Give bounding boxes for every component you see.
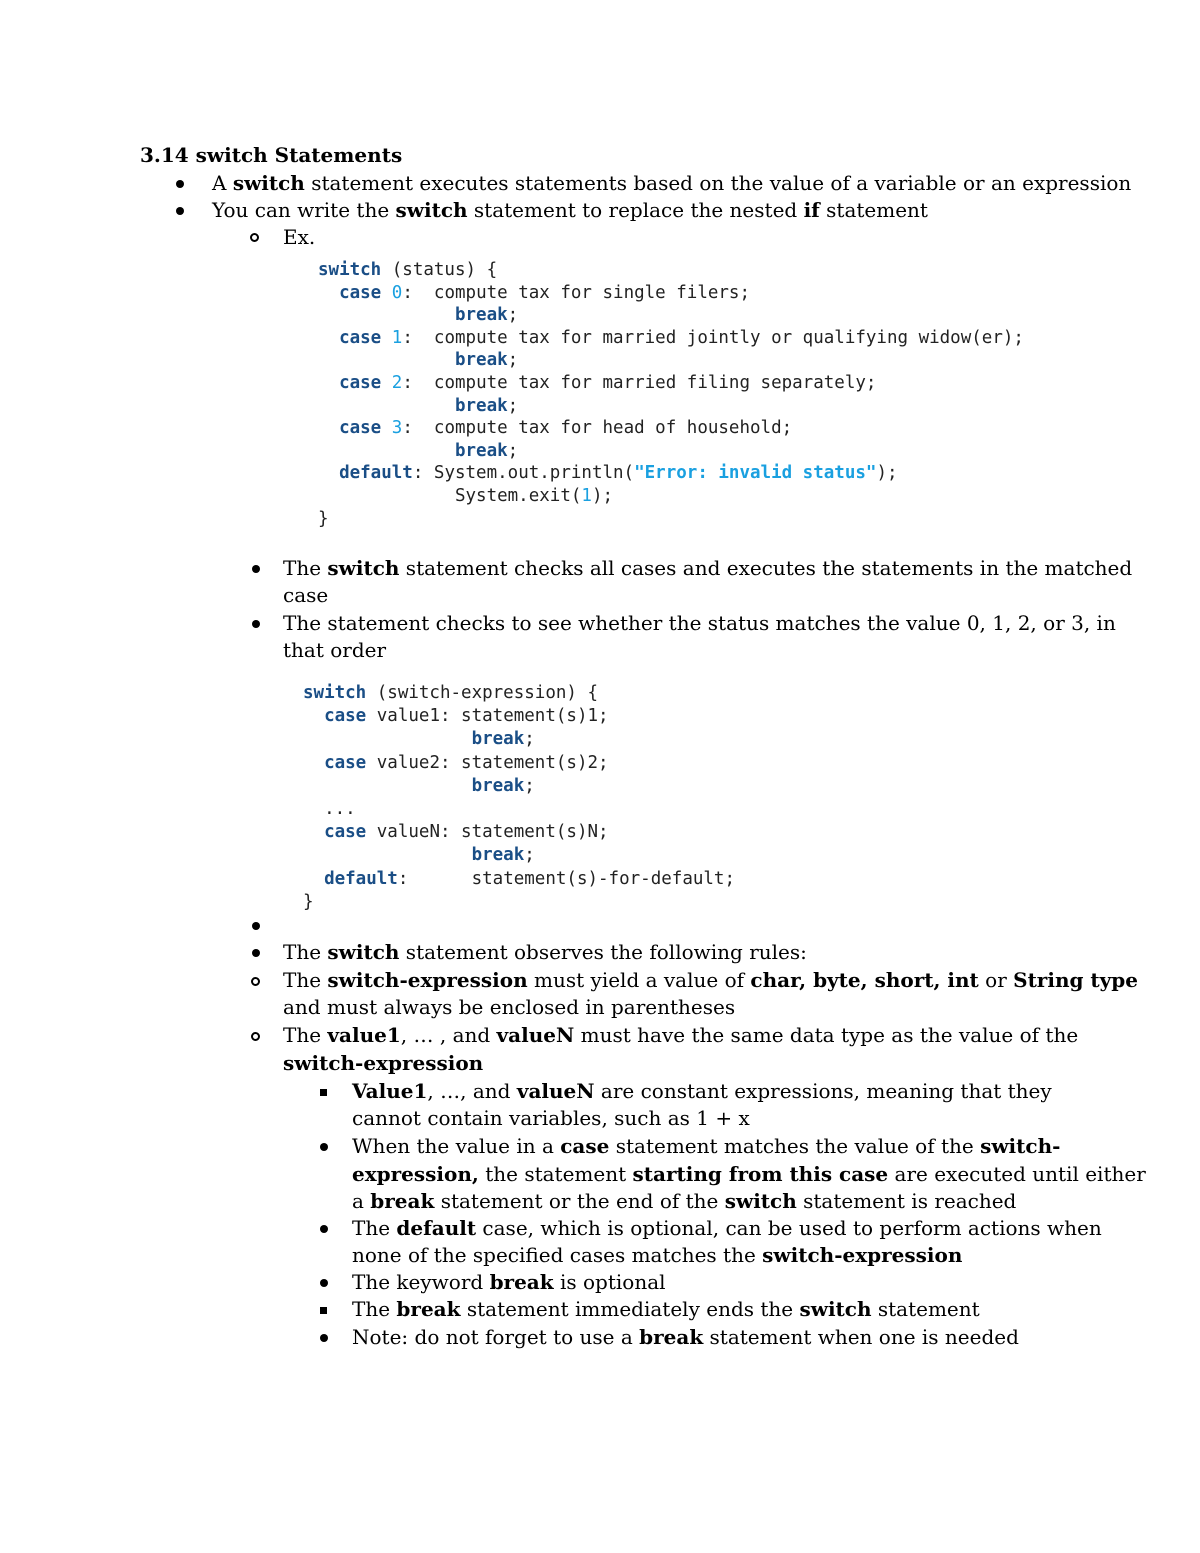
example-label: Ex. — [283, 225, 316, 249]
code-line: switch (switch-expression) { — [303, 683, 599, 703]
code-line: case value1: statement(s)1; — [324, 706, 609, 727]
bullet-rules-intro: The switch statement observes the following rules: — [283, 940, 807, 964]
bullet-switch-definition: A switch statement executes statements based on the value of a variable or an expression — [212, 171, 1132, 195]
bullet-dot-icon — [252, 620, 260, 628]
section-title: 3.14 switch Statements — [140, 143, 403, 167]
code-line: break — [454, 395, 508, 416]
bullet-square-icon — [320, 1089, 327, 1096]
code-line: } — [303, 891, 314, 912]
bullet-matches-status-line1: The statement checks to see whether the status matches the value 0, 1, 2, or 3, in — [283, 611, 1116, 635]
subrule-case-match-line3: a break statement or the end of the switch statement is reached — [352, 1189, 1017, 1213]
subrule-case-match-line2: expression, the statement starting from this case are executed until either — [352, 1162, 1146, 1186]
code-line: default: statement(s)-for-default; — [324, 868, 735, 889]
subrule-case-match-line1: When the value in a case statement matches the value of the switch- — [352, 1134, 1061, 1158]
bullet-dot-icon — [176, 180, 184, 188]
bullet-checks-cases-line2: case — [283, 583, 329, 607]
code-line: break — [454, 305, 508, 326]
subrule-break-optional: The keyword break is optional — [352, 1270, 666, 1294]
code-example-status: switch (status) { case 0: compute tax for single filers; break; case 1: compute tax for married jointly or qualifying widow(er); break; case 2: compute tax for married filing separately; break; case 3: compute tax for head of household; break; default: System.out.println("Error: invalid status"); System.exit(1); } — [318, 260, 1024, 529]
bullet-dot-icon — [320, 1334, 328, 1342]
code-line: case valueN: statement(s)N; — [324, 822, 609, 843]
code-line: break — [454, 350, 508, 371]
rule-expression-type-line1: The switch-expression must yield a value of char, byte, short, int or String type — [283, 968, 1138, 992]
rule-value-type-line2: switch-expression — [283, 1051, 484, 1075]
code-line: } — [318, 508, 329, 529]
code-line: break — [471, 729, 525, 750]
subrule-default-line2: none of the specified cases matches the switch-expression — [352, 1243, 963, 1267]
bullet-replace-nested-if: You can write the switch statement to replace the nested if statement — [212, 198, 928, 222]
code-switch-syntax: switch (switch-expression) { case value1: statement(s)1; break; case value2: statement(s)2; break; ... case valueN: statement(s)N; break; default: statement(s)-for-default; } — [303, 683, 735, 912]
bullet-dot-icon — [320, 1143, 328, 1151]
code-line: break — [471, 775, 525, 796]
bullet-dot-icon — [252, 565, 260, 573]
bullet-ring-icon — [251, 977, 260, 986]
bullet-matches-status-line2: that order — [283, 638, 387, 662]
code-line: default: System.out.println("Error: invalid status"); — [339, 463, 898, 484]
code-line: switch (status) { — [318, 260, 498, 280]
subrule-default-line1: The default case, which is optional, can be used to perform actions when — [352, 1216, 1102, 1240]
rule-value-type-line1: The value1, … , and valueN must have the same data type as the value of the — [283, 1023, 1079, 1047]
subrule-constant-line2: cannot contain variables, such as 1 + x — [352, 1106, 750, 1130]
bullet-ring-icon — [250, 233, 259, 242]
code-line: break — [454, 440, 508, 461]
code-line: break — [471, 845, 525, 866]
bullet-checks-cases-line1: The switch statement checks all cases and executes the statements in the matched — [283, 556, 1133, 580]
subrule-note-break: Note: do not forget to use a break statement when one is needed — [352, 1325, 1019, 1349]
bullet-dot-icon — [252, 922, 260, 930]
code-line: case 2: compute tax for married filing separately; — [339, 372, 877, 393]
bullet-dot-icon — [252, 949, 260, 957]
code-line: case 0: compute tax for single filers; — [339, 282, 750, 303]
code-line: case 1: compute tax for married jointly or qualifying widow(er); — [339, 327, 1024, 348]
code-line: System.exit(1); — [454, 485, 614, 506]
code-line: case 3: compute tax for head of household; — [339, 418, 793, 439]
bullet-dot-icon — [320, 1279, 328, 1287]
code-line: case value2: statement(s)2; — [324, 752, 609, 773]
rule-expression-type-line2: and must always be enclosed in parentheses — [283, 995, 736, 1019]
subrule-constant-line1: Value1, …, and valueN are constant expressions, meaning that they — [352, 1079, 1052, 1103]
bullet-dot-icon — [176, 207, 184, 215]
subrule-break-ends: The break statement immediately ends the switch statement — [352, 1297, 980, 1321]
bullet-square-icon — [320, 1307, 327, 1314]
code-line: ... — [324, 799, 356, 820]
bullet-ring-icon — [251, 1032, 260, 1041]
bullet-dot-icon — [320, 1225, 328, 1233]
